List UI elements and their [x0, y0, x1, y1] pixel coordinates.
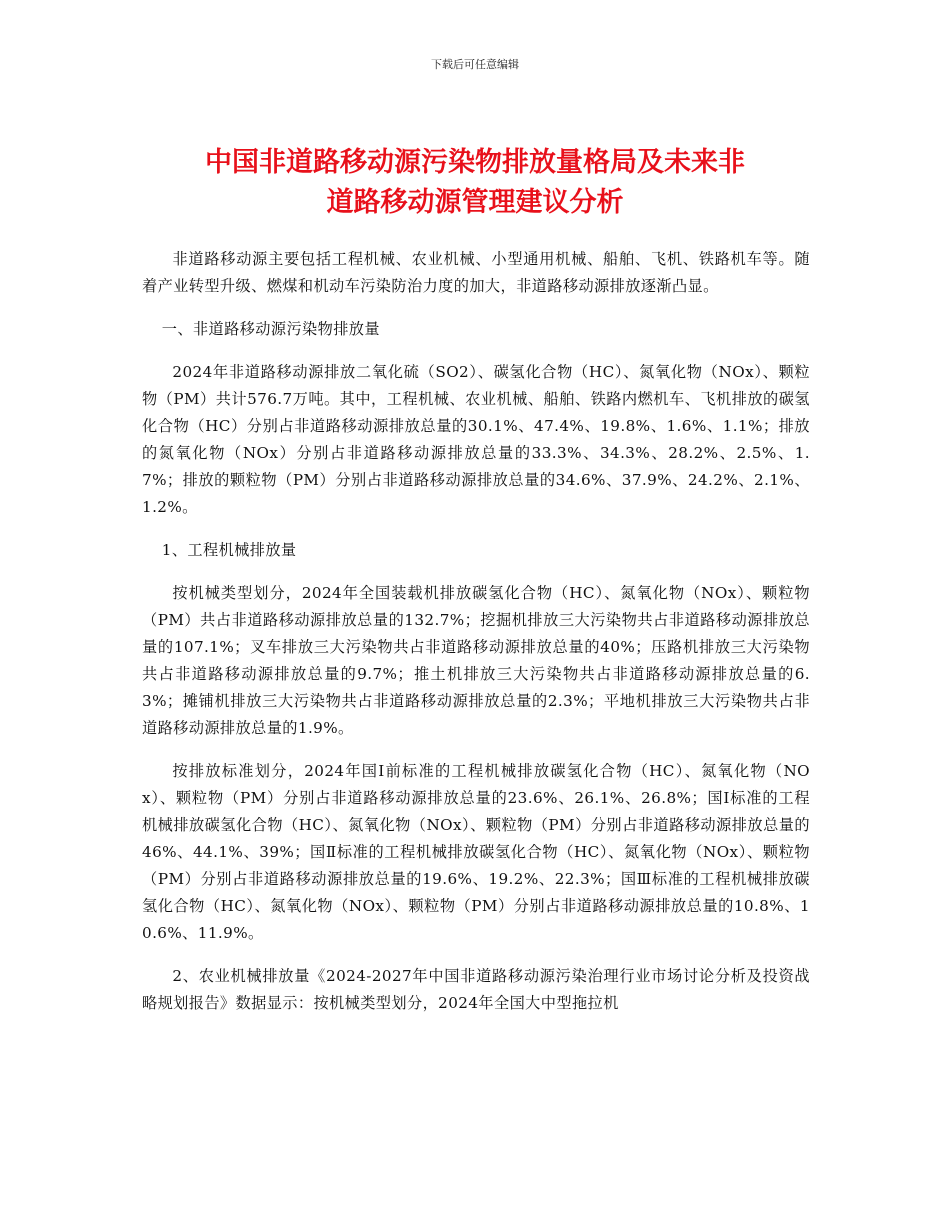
- intro-paragraph: 非道路移动源主要包括工程机械、农业机械、小型通用机械、船舶、飞机、铁路机车等。随着产业转型升级、燃煤和机动车污染防治力度的加大，非道路移动源排放逐渐凸显。: [142, 250, 810, 295]
- emission-total-paragraph: 2024年非道路移动源排放二氧化硫（SO2）、碳氢化合物（HC）、氮氧化物（NOx）、颗粒物（PM）共计576.7万吨。其中，工程机械、农业机械、船舶、铁路内燃机车、飞机排放的碳氢化合物（HC）分别占非道路移动源排放总量的30.1%、47.4%、19.8%、1.6%、1.1%；排放的氮氧化物（NOx）分别占非道路移动源排放总量的33.3%、34.3%、28.2%、2.5%、1.7%；排放的颗粒物（PM）分别占非道路移动源排放总量的34.6%、37.9%、24.2%、2.1%、1.2%。: [142, 363, 810, 516]
- document-title: [120, 143, 830, 223]
- machine-type-paragraph: 按机械类型划分，2024年全国装载机排放碳氢化合物（HC）、氮氧化物（NOx）、颗粒物（PM）共占非道路移动源排放总量的132.7%；挖掘机排放三大污染物共占非道路移动源排放总量的107.1%；叉车排放三大污染物共占非道路移动源排放总量的40%；压路机排放三大污染物共占非道路移动源排放总量的9.7%；推土机排放三大污染物共占非道路移动源排放总量的6.3%；摊铺机排放三大污染物共占非道路移动源排放总量的2.3%；平地机排放三大污染物共占非道路移动源排放总量的1.9%。: [142, 584, 810, 737]
- section-heading-1: 一、非道路移动源污染物排放量: [161, 320, 380, 338]
- title-line-2: 道路移动源管理建议分析: [326, 187, 624, 218]
- document-body: [142, 246, 810, 1033]
- page-header-note: 下载后可任意编辑: [431, 58, 519, 71]
- emission-standard-paragraph: 按排放标准划分，2024年国Ⅰ前标准的工程机械排放碳氢化合物（HC）、氮氧化物（NOx）、颗粒物（PM）分别占非道路移动源排放总量的23.6%、26.1%、26.8%；国Ⅰ标准的工程机械排放碳氢化合物（HC）、氮氧化物（NOx）、颗粒物（PM）分别占非道路移动源排放总量的46%、44.1%、39%；国Ⅱ标准的工程机械排放碳氢化合物（HC）、氮氧化物（NOx）、颗粒物（PM）分别占非道路移动源排放总量的19.6%、19.2%、22.3%；国Ⅲ标准的工程机械排放碳氢化合物（HC）、氮氧化物（NOx）、颗粒物（PM）分别占非道路移动源排放总量的10.8%、10.6%、11.9%。: [142, 762, 810, 942]
- title-line-1: 中国非道路移动源污染物排放量格局及未来非: [205, 147, 745, 178]
- subsection-heading-engineering: 1、工程机械排放量: [161, 541, 297, 559]
- agricultural-paragraph: 2、农业机械排放量《2024-2027年中国非道路移动源污染治理行业市场讨论分析及投资战略规划报告》数据显示：按机械类型划分，2024年全国大中型拖拉机: [142, 967, 810, 1012]
